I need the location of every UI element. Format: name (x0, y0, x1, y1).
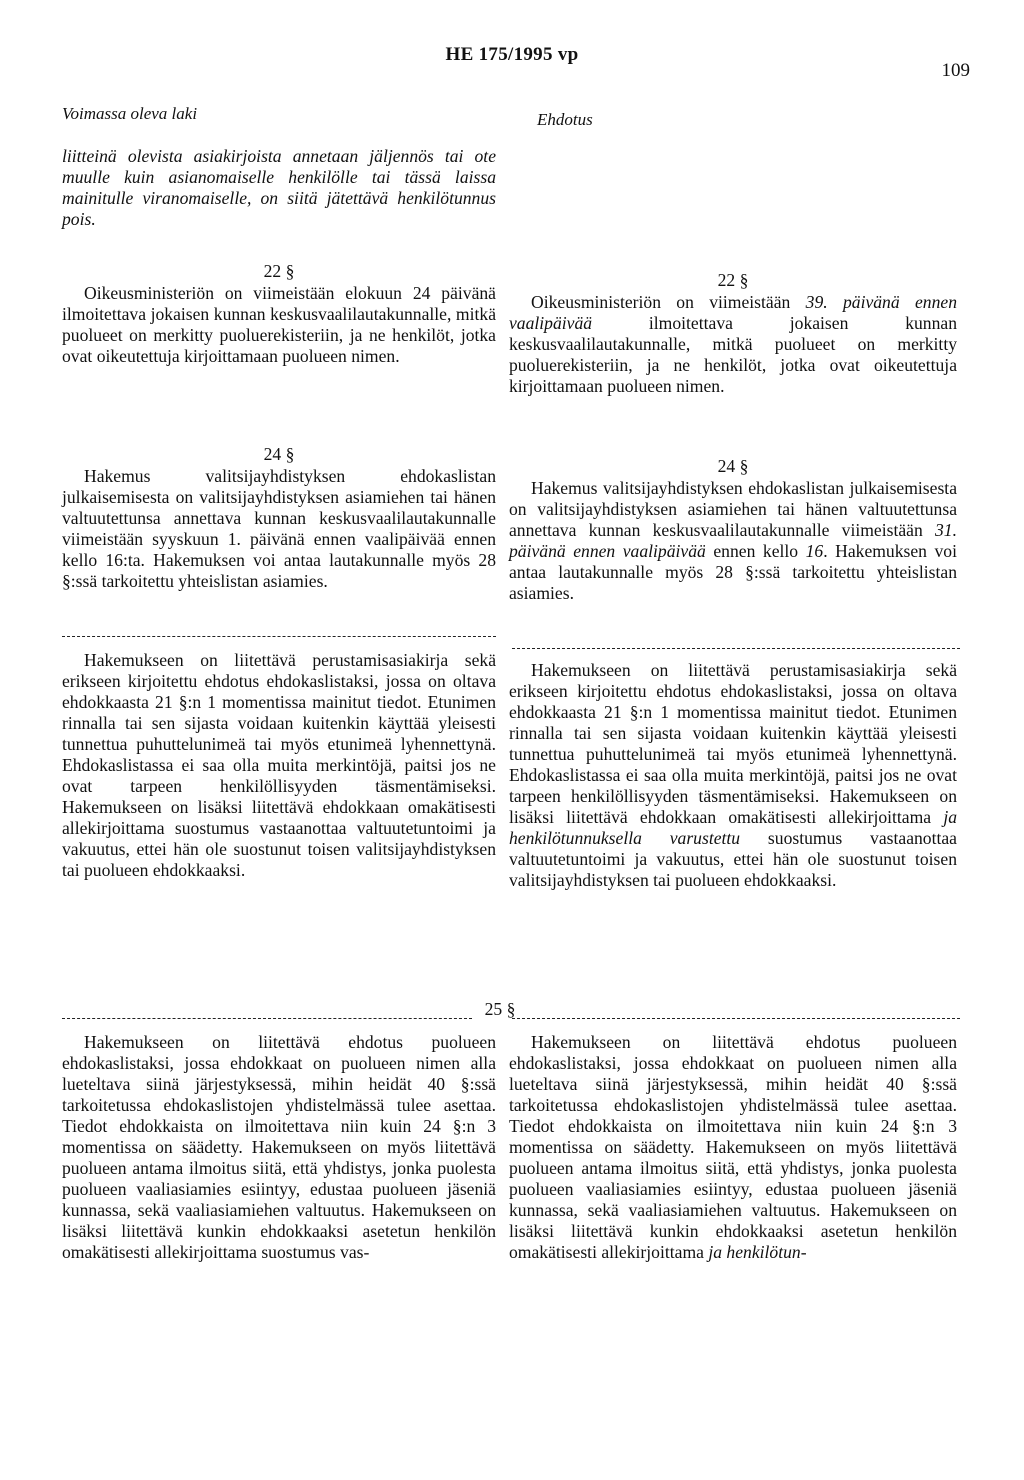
left-section-24-paragraph-2: Hakemukseen on liitettävä perustamisasiakirja sekä erikseen kirjoitettu ehdotus ehdokaslistaksi, jossa on oltava ehdokkaasta 21 §:n 1 momentissa mainitut tiedot. Etunimen rinnalla tai sen sijasta voidaan kuitenkin käyttää yleisesti tunnettua puhuttelunimeä tai myös etunimeä lyhennettynä. Ehdokaslistassa ei saa olla muita merkintöjä, paitsi jos ne ovat tarpeen henkilöllisyyden täsmentämiseksi. Hakemukseen on lisäksi liitettävä ehdokkaan omakätisesti allekirjoittama suostumus vastaanottaa valtuutetuntoimi ja vakuutus, ettei hän ole suostunut toisen valitsijayhdistyksen tai puolueen ehdokkaaksi. (62, 650, 496, 880)
right-sec24-p2-italic: ja henkilötunnuksella varustettu (509, 807, 957, 848)
right-section-24-heading: 24 § (717, 456, 749, 476)
left-omission-line-1 (62, 636, 496, 637)
right-omission-line-2 (512, 1018, 960, 1019)
right-section-25-text (509, 1032, 957, 1263)
right-section-22-heading: 22 § (717, 270, 749, 290)
right-section-24-paragraph-2 (509, 660, 957, 891)
right-sec25-part-a: Hakemukseen on liitettävä ehdotus puolueen ehdokaslistaksi, jossa ehdokkaat on puolueen nimen alla lueteltava siinä järjestyksessä, mihin heidät 40 §:ssä tarkoitetussa ehdokaslistojen yhdistelmässä tulee asettaa. Tiedot ehdokkaista on ilmoitettava niin kuin 24 §:n 3 momentissa on säädetty. Hakemukseen on myös liitettävä puolueen antama ilmoitus siitä, että yhdistys, jonka puolesta puolueen vaaliasiamies esiintyy, edustaa puolueen jäseniä kunnassa, sekä vaaliasiamiehen valtuutus. Hakemukseen on lisäksi liitettävä kunkin ehdokkaaksi asetetun henkilön omakätisesti allekirjoittama (509, 1032, 957, 1262)
right-sec24-italic-2: 16 (805, 541, 824, 561)
left-section-25-text: Hakemukseen on liitettävä ehdotus puolueen ehdokaslistaksi, jossa ehdokkaat on puolueen nimen alla lueteltava siinä järjestyksessä, mihin heidät 40 §:ssä tarkoitetussa ehdokaslistojen yhdistelmässä tulee asettaa. Tiedot ehdokkaista on ilmoitettava niin kuin 24 §:n 3 momentissa on säädetty. Hakemukseen on myös liitettävä puolueen antama ilmoitus siitä, että yhdistys, jonka puolesta puolueen vaaliasiamies esiintyy, edustaa puolueen jäseniä kunnassa, sekä vaaliasiamiehen valtuutus. Hakemukseen on lisäksi liitettävä kunkin ehdokkaaksi asetetun henkilön omakätisesti allekirjoittama suostumus vas- (62, 1032, 496, 1262)
section-25-heading: 25 § (484, 999, 516, 1019)
right-section-24-text (509, 478, 957, 604)
page-number: 109 (941, 60, 970, 81)
left-intro-paragraph: liitteinä olevista asiakirjoista annetaan jäljennös tai ote muulle kuin asianomaiselle henkilölle tai tässä laissa mainitulle viranomaiselle, on siitä jätettävä henkilötunnus pois. (62, 146, 496, 229)
left-section-24-heading: 24 § (263, 444, 295, 464)
left-section-24-text: Hakemus valitsijayhdistyksen ehdokaslistan julkaisemisesta on valitsijayhdistyksen asiamiehen tai hänen valtuutettunsa annettava kunnan keskusvaalilautakunnalle viimeistään syyskuun 1. päivänä ennen vaalipäivää ennen kello 16:ta. Hakemuksen voi antaa lautakunnalle myös 28 §:ssä tarkoitettu yhteislistan asiamies. (62, 466, 496, 591)
right-sec24-p2-part-c: suostumus vastaanottaa valtuutetuntoimi ja vakuutus, ettei hän ole suostunut toisen valitsijayhdistyksen tai puolueen ehdokkaaksi. (509, 828, 957, 890)
right-sec24-p2-part-a: Hakemukseen on liitettävä perustamisasiakirja sekä erikseen kirjoitettu ehdotus ehdokaslistaksi, jossa on oltava ehdokkaasta 21 §:n 1 momentissa mainitut tiedot. Etunimen rinnalla tai sen sijasta voidaan kuitenkin käyttää yleisesti tunnettua puhuttelunimeä tai myös etunimeä lyhennettynä. Ehdokaslistassa ei saa olla muita merkintöjä, paitsi jos ne ovat tarpeen henkilöllisyyden täsmentämiseksi. Hakemukseen on lisäksi liitettävä ehdokkaan omakätisesti allekirjoittama (509, 660, 957, 827)
left-section-22-heading: 22 § (263, 261, 295, 281)
right-sec25-italic: ja henkilötun- (708, 1242, 807, 1262)
right-sec24-part-e: . Hakemuksen voi antaa lautakunnalle myös 28 §:ssä tarkoitettu yhteislistan asiamies. (509, 541, 957, 603)
right-sec24-part-a: Hakemus valitsijayhdistyksen ehdokaslistan julkaisemisesta on valitsijayhdistyksen asiamiehen tai hänen valtuutettunsa annettava kunnan keskusvaalilautakunnalle viimeistään (509, 478, 957, 540)
left-section-22-text: Oikeusministeriön on viimeistään elokuun 24 päivänä ilmoitettava jokaisen kunnan keskusvaalilautakunnalle, mitkä puolueet on merkitty puoluerekisteriin, ja ne henkilöt, jotka ovat oikeutettuja kirjoittamaan puolueen nimen. (62, 283, 496, 366)
right-column-heading: Ehdotus (537, 110, 593, 129)
right-section-22-text (509, 292, 957, 397)
right-sec22-italic: 39. päivänä ennen vaalipäivää (509, 292, 957, 333)
right-sec22-part-a: Oikeusministeriön on viimeistään (531, 292, 806, 312)
right-sec24-italic-1: 31. päivänä ennen vaalipäivää (509, 520, 957, 561)
document-title: HE 175/1995 vp (445, 44, 579, 65)
right-omission-line-1 (512, 648, 960, 649)
right-sec22-part-c: ilmoitettava jokaisen kunnan keskusvaalilautakunnalle, mitkä puolueet on merkitty puoluerekisteriin, ja ne henkilöt, jotka ovat oikeutettuja kirjoittamaan puolueen nimen. (509, 313, 957, 396)
right-sec24-part-c: ennen kello (705, 541, 806, 561)
left-omission-line-2 (62, 1018, 472, 1019)
left-column-heading: Voimassa oleva laki (62, 104, 198, 123)
